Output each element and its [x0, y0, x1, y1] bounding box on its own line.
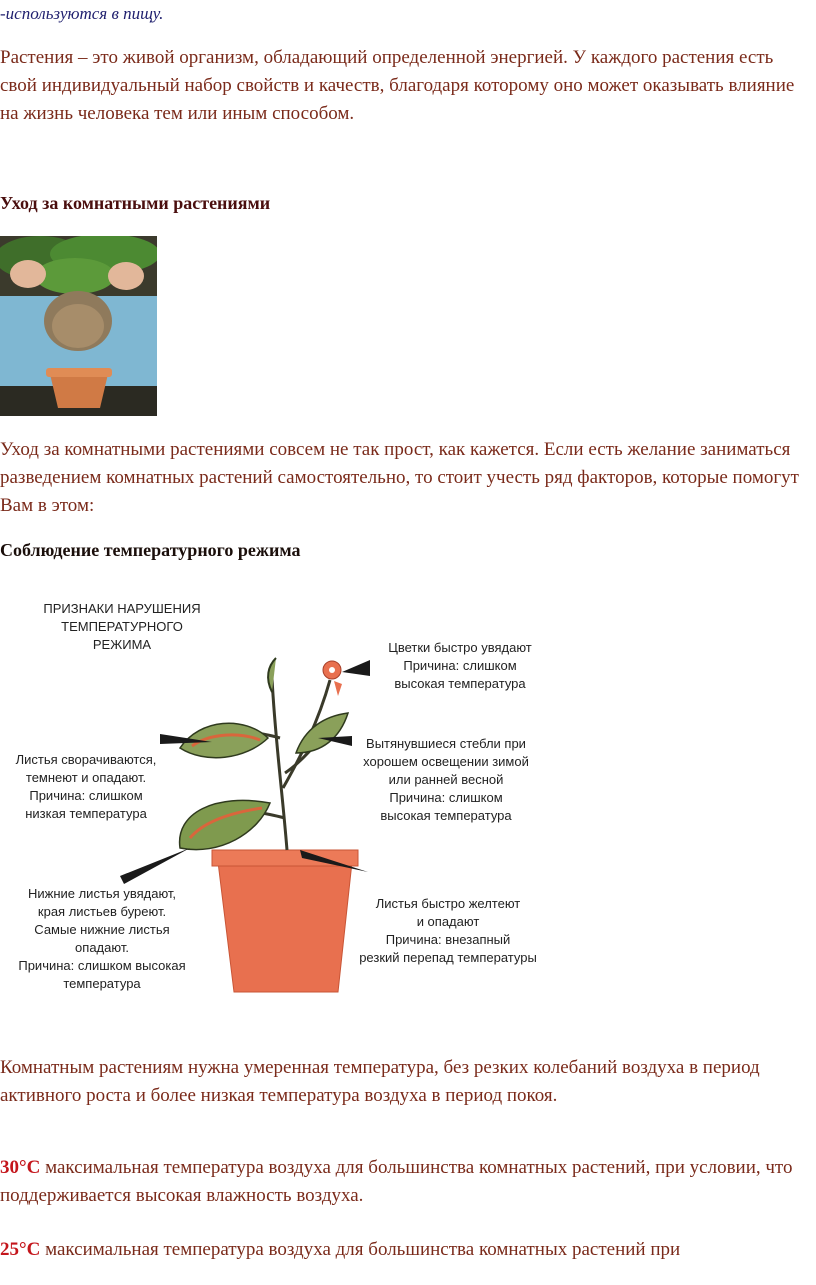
heading-plant-care: Уход за комнатными растениями: [0, 193, 271, 213]
paragraph-temp-30: [0, 1154, 812, 1210]
plant-leaves: [180, 658, 348, 850]
diagram-title: [43, 601, 200, 652]
svg-text:Самые нижние листья: Самые нижние листья: [34, 922, 170, 937]
svg-text:высокая температура: высокая температура: [394, 676, 526, 691]
temp-text-30: максимальная температура воздуха для большинства комнатных растений, при условии, что поддерживается высокая влажность воздуха.: [0, 1157, 793, 1206]
svg-text:Листья быстро желтеют: Листья быстро желтеют: [375, 896, 521, 911]
svg-text:температура: температура: [63, 976, 141, 991]
svg-text:Вытянувшиеся стебли при: Вытянувшиеся стебли при: [366, 736, 526, 751]
svg-text:темнеют и опадают.: темнеют и опадают.: [25, 770, 147, 785]
svg-text:Цветки быстро увядают: Цветки быстро увядают: [388, 640, 532, 655]
svg-text:Листья сворачиваются,: Листья сворачиваются,: [15, 752, 157, 767]
label-lower-leaves: [18, 886, 185, 991]
flower-pot: [212, 850, 358, 992]
svg-text:или ранней весной: или ранней весной: [388, 772, 504, 787]
svg-text:Причина: слишком высокая: Причина: слишком высокая: [18, 958, 186, 973]
svg-text:низкая температура: низкая температура: [25, 806, 147, 821]
diagram-title-line: ПРИЗНАКИ НАРУШЕНИЯ: [43, 601, 201, 616]
temperature-signs-diagram: [0, 588, 560, 1008]
label-stretched-stems: [363, 736, 529, 823]
svg-text:высокая температура: высокая температура: [380, 808, 512, 823]
diagram-title-line: ТЕМПЕРАТУРНОГО: [61, 619, 183, 634]
diagram-title-line: РЕЖИМА: [92, 637, 152, 652]
paragraph-temp-25: [0, 1236, 812, 1264]
plant-repotting-photo: [0, 236, 157, 416]
paragraph-plants-energy: Растения – это живой организм, обладающий определенной энергией. У каждого растения есть свой индивидуальный набор свойств и качеств, благодаря которому оно может оказывать влияние на жизнь человека тем или иным способом.: [0, 47, 795, 124]
label-flowers-wilt: [388, 640, 532, 691]
temp-value-30: 30°С: [0, 1157, 41, 1178]
intro-line: -используются в пищу.: [0, 4, 164, 23]
svg-text:и опадают: и опадают: [416, 914, 480, 929]
svg-text:Причина: внезапный: Причина: внезапный: [385, 932, 511, 947]
temp-value-25: 25°С: [0, 1239, 41, 1260]
svg-text:хорошем освещении зимой: хорошем освещении зимой: [363, 754, 529, 769]
svg-text:резкий перепад температуры: резкий перепад температуры: [359, 950, 537, 965]
label-leaves-curl: [16, 752, 157, 821]
heading-temperature-regime: Соблюдение температурного режима: [0, 540, 301, 560]
svg-text:опадают.: опадают.: [75, 940, 129, 955]
svg-text:Причина: слишком: Причина: слишком: [29, 788, 143, 803]
temp-text-25: максимальная температура воздуха для большинства комнатных растений при: [40, 1239, 681, 1260]
svg-text:края листьев буреют.: края листьев буреют.: [37, 904, 167, 919]
svg-text:Причина: слишком: Причина: слишком: [403, 658, 517, 673]
label-yellow-leaves: [359, 896, 537, 965]
svg-text:Нижние листья увядают,: Нижние листья увядают,: [27, 886, 177, 901]
svg-text:Причина: слишком: Причина: слишком: [389, 790, 503, 805]
paragraph-moderate-temperature: Комнатным растениям нужна умеренная температура, без резких колебаний воздуха в период активного роста и более низкая температура воздуха в период покоя.: [0, 1057, 760, 1106]
paragraph-care-intro: Уход за комнатными растениями совсем не так прост, как кажется. Если есть желание заниматься разведением комнатных растений самостоятельно, то стоит учесть ряд факторов, которые помогут Вам в этом:: [0, 439, 799, 516]
